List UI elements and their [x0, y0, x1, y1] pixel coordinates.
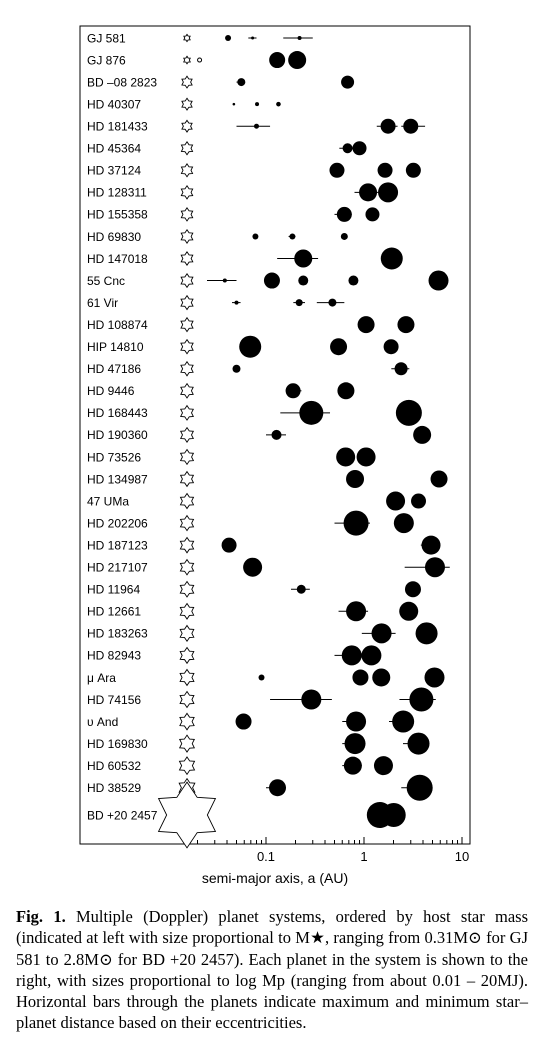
x-axis-ticks: [198, 837, 470, 864]
planet-marker: [358, 316, 375, 333]
planet-marker: [254, 124, 259, 129]
planet-marker: [288, 51, 306, 69]
host-star-icon: [181, 428, 194, 443]
host-star-icon: [181, 472, 194, 487]
host-star-icon: [182, 120, 192, 132]
planet-marker: [425, 557, 445, 577]
system-row: [87, 711, 414, 733]
system-label: HD 147018: [87, 251, 148, 266]
planet-marker: [269, 52, 285, 68]
host-star-icon: [181, 362, 193, 376]
planet-marker: [403, 119, 418, 134]
system-label: GJ 876: [87, 53, 126, 68]
system-label: BD –08 2823: [87, 75, 158, 90]
planet-marker: [269, 779, 286, 796]
system-row: [87, 426, 431, 444]
planet-marker: [378, 163, 393, 178]
planet-marker: [348, 276, 358, 286]
host-star-icon: [180, 582, 193, 597]
host-star-icon: [180, 648, 194, 664]
host-star-icon: [180, 692, 194, 708]
system-label: HD 73526: [87, 450, 142, 465]
system-label: HD 47186: [87, 362, 142, 377]
system-row: [87, 756, 393, 775]
planet-marker: [346, 712, 366, 732]
planet-marker: [251, 37, 254, 40]
host-star-icon: [180, 604, 193, 619]
system-row: [87, 581, 421, 597]
system-label: υ And: [87, 714, 119, 729]
host-star-icon: [180, 669, 194, 685]
planet-marker: [337, 207, 352, 222]
planet-marker: [252, 233, 258, 239]
host-star-icon: [181, 340, 193, 354]
planet-marker: [381, 119, 396, 134]
system-row: [87, 296, 344, 310]
planet-marker: [342, 645, 362, 665]
system-label: μ Ara: [87, 670, 116, 685]
planet-marker: [357, 447, 376, 466]
system-row: [87, 382, 354, 399]
system-row: [87, 733, 430, 755]
system-row: [87, 248, 403, 270]
planet-marker: [259, 674, 265, 680]
planet-marker: [413, 426, 431, 444]
planet-marker: [422, 536, 441, 555]
planet-marker: [396, 400, 422, 426]
system-row: [87, 97, 281, 111]
planet-marker: [399, 602, 418, 621]
system-label: HD 187123: [87, 538, 148, 553]
planet-marker: [336, 447, 355, 466]
planet-marker: [222, 538, 237, 553]
planet-marker: [233, 103, 236, 106]
system-label: HD 190360: [87, 428, 148, 443]
system-row: [87, 601, 418, 621]
planet-marker: [429, 271, 449, 291]
host-star-icon: [181, 164, 192, 177]
planet-marker: [330, 338, 347, 355]
system-row: [87, 447, 376, 466]
planet-marker: [374, 756, 393, 775]
planet-marker: [431, 471, 448, 488]
planet-marker: [341, 76, 354, 89]
x-tick-label: 0.1: [256, 849, 276, 864]
host-star-icon: [159, 782, 216, 848]
planet-marker: [352, 669, 368, 685]
system-label: HD 82943: [87, 648, 142, 663]
planet-marker: [353, 141, 367, 155]
host-star-icon: [181, 450, 194, 465]
x-axis-title: semi-major axis, a (AU): [201, 870, 349, 886]
system-label: HD 134987: [87, 472, 148, 487]
system-label: HD 155358: [87, 207, 148, 222]
planet-marker: [272, 430, 282, 440]
planet-marker: [223, 279, 227, 283]
host-star-icon: [181, 406, 194, 421]
planet-marker: [301, 690, 321, 710]
planet-marker: [298, 36, 302, 40]
system-row: [87, 667, 444, 687]
planet-marker: [343, 143, 353, 153]
system-row: [87, 230, 348, 244]
planet-marker: [328, 299, 336, 307]
host-star-icon: [180, 538, 193, 553]
system-label: HD 169830: [87, 736, 148, 751]
planet-marker: [232, 365, 240, 373]
system-label: HD 217107: [87, 560, 148, 575]
planet-marker: [344, 511, 369, 536]
system-label: HD 11964: [87, 582, 141, 597]
system-label: HD 40307: [87, 97, 142, 112]
planet-marker: [345, 733, 366, 754]
planet-marker: [198, 58, 202, 62]
host-star-icon: [180, 713, 194, 729]
host-star-icon: [180, 625, 194, 641]
planet-marker: [346, 601, 366, 621]
planet-marker: [361, 645, 381, 665]
host-star-icon: [184, 34, 190, 41]
system-label: HD 181433: [87, 119, 148, 134]
system-label: 47 UMa: [87, 494, 130, 509]
system-label: HD 45364: [87, 141, 142, 156]
planet-marker: [299, 401, 323, 425]
planet-marker: [365, 207, 379, 221]
host-star-icon: [184, 56, 191, 64]
system-row: [87, 75, 354, 89]
planet-marker: [234, 301, 238, 305]
system-row: [87, 141, 367, 155]
planet-marker: [297, 585, 306, 594]
host-star-icon: [182, 76, 192, 88]
system-label: HD 74156: [87, 692, 142, 707]
x-tick-label: 1: [360, 849, 368, 864]
planet-marker: [341, 233, 348, 240]
system-label: HD 202206: [87, 516, 148, 531]
planet-marker: [276, 102, 281, 107]
system-row: [87, 645, 381, 665]
host-star-icon: [181, 142, 192, 155]
system-label: HIP 14810: [87, 340, 144, 354]
host-star-icon: [181, 384, 193, 398]
system-label: BD +20 2457: [87, 808, 158, 823]
planet-marker: [237, 78, 245, 86]
system-label: GJ 581: [87, 31, 126, 46]
system-row: [87, 31, 313, 45]
figure-caption: [16, 906, 528, 1034]
planet-marker: [239, 336, 261, 358]
system-row: [87, 207, 379, 222]
system-row: [87, 316, 414, 333]
system-row: [87, 271, 449, 291]
planet-marker: [255, 102, 259, 106]
planet-marker: [397, 316, 414, 333]
system-row: [87, 688, 436, 712]
planet-marker: [372, 623, 392, 643]
host-star-icon: [181, 318, 193, 332]
system-row: [87, 622, 438, 644]
planet-marker: [243, 558, 262, 577]
planet-marker: [408, 733, 430, 755]
planet-marker: [372, 668, 390, 686]
planet-marker: [378, 182, 398, 202]
host-star-icon: [180, 735, 195, 752]
system-label: HD 69830: [87, 229, 142, 244]
planet-marker: [406, 163, 421, 178]
planet-marker: [392, 711, 414, 733]
host-star-icon: [181, 494, 194, 509]
planet-marker: [225, 35, 231, 41]
planet-marker: [386, 492, 405, 511]
planet-marker: [344, 757, 362, 775]
system-label: HD 108874: [87, 317, 148, 332]
system-label: HD 38529: [87, 781, 142, 795]
system-label: HD 12661: [87, 604, 142, 619]
planet-marker: [298, 276, 308, 286]
planet-marker: [236, 714, 252, 730]
host-star-icon: [182, 98, 192, 110]
planet-marker: [424, 667, 444, 687]
host-star-icon: [181, 252, 193, 265]
planet-marker: [346, 470, 364, 488]
planet-marker: [286, 383, 301, 398]
host-star-icon: [181, 296, 193, 310]
system-label: 61 Vir: [87, 295, 119, 310]
host-star-icon: [181, 186, 192, 199]
planet-marker: [416, 622, 438, 644]
system-label: HD 37124: [87, 163, 142, 178]
caption-text: Multiple (Doppler) planet systems, ordered by host star mass (indicated at left with size proportional to M★, ranging from 0.31M⊙ for GJ 581 to 2.8M⊙ for BD +20 2457). Each planet in the system is shown to the right, with sizes proportional to log Mp (ranging from about 0.01 – 20MJ). Horizontal bars through the planets indicate maximum and minimum star–planet distance based on their eccentricities.: [16, 907, 528, 1033]
system-label: HD 128311: [87, 185, 147, 200]
system-row: [87, 182, 398, 202]
system-row: [87, 119, 425, 134]
system-row: [87, 470, 448, 488]
system-row: [87, 492, 426, 511]
planet-marker: [409, 688, 433, 712]
planet-marker: [384, 339, 399, 354]
planet-marker: [381, 248, 403, 270]
planet-marker: [395, 362, 408, 375]
system-row: [87, 163, 421, 178]
system-label: HD 9446: [87, 384, 135, 399]
system-row: [87, 336, 399, 358]
host-star-icon: [181, 208, 192, 221]
system-row: [87, 557, 450, 577]
system-label: HD 168443: [87, 406, 148, 421]
caption-fig-label: Fig. 1.: [16, 907, 66, 926]
system-row: [87, 400, 422, 426]
planet-marker: [411, 494, 426, 509]
host-star-icon: [181, 230, 193, 243]
planet-marker: [405, 581, 421, 597]
planet-marker: [337, 382, 354, 399]
host-star-icon: [181, 516, 194, 531]
host-star-icon: [180, 560, 193, 575]
host-star-icon: [179, 757, 194, 774]
system-label: HD 183263: [87, 626, 148, 641]
system-row: [87, 362, 409, 376]
planet-marker: [264, 273, 280, 289]
x-tick-label: 10: [454, 849, 470, 864]
system-row: [87, 775, 433, 801]
system-label: HD 60532: [87, 758, 142, 773]
system-rows: [87, 31, 450, 848]
system-row: [87, 511, 414, 536]
host-star-icon: [181, 274, 193, 288]
planet-marker: [329, 163, 344, 178]
system-row: [87, 51, 306, 69]
system-row: [87, 536, 441, 555]
planet-marker: [382, 803, 406, 827]
system-label: 55 Cnc: [87, 273, 126, 288]
planet-marker: [294, 250, 312, 268]
planet-marker: [296, 299, 303, 306]
planet-marker: [359, 183, 377, 201]
planet-marker: [407, 775, 433, 801]
planet-marker: [394, 513, 414, 533]
planet-marker: [289, 233, 295, 239]
